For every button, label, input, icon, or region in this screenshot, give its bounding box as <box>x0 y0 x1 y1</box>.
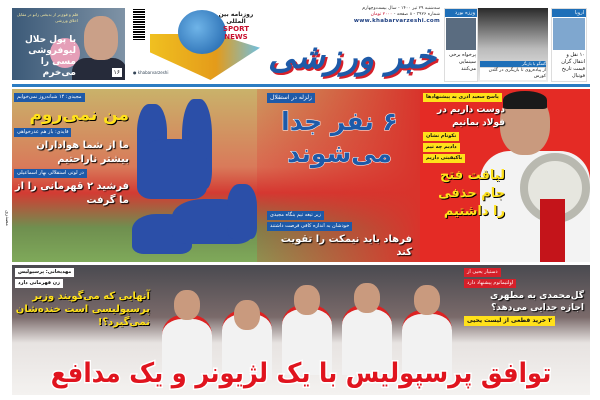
masthead-divider <box>12 84 590 87</box>
player-figure <box>137 139 207 199</box>
headline-hazfi-cup[interactable]: لیاقت فتح جام حذفی را داشتیم <box>438 168 505 219</box>
tag-subhead-2: خودشان به اندازه کافی فرصت داشتند <box>267 222 352 231</box>
box-photo <box>553 18 585 50</box>
box-photo <box>446 18 476 50</box>
top-box-actress[interactable] <box>478 8 548 82</box>
headline-farhad[interactable]: فرهاد باید نیمکت را تقویت کند <box>280 234 412 258</box>
promo-messi[interactable] <box>12 8 125 80</box>
player-face-image <box>84 16 118 60</box>
center-top <box>267 93 412 170</box>
promo-headline: با پول حلال لیوفروشی مسی را می‌خرم <box>25 35 76 78</box>
price: ۲۰۰۰ تومان <box>370 12 393 17</box>
tag-subhead-1: زیر تیغه تیم بنگاه مجیدی <box>267 211 324 220</box>
box-captions <box>480 61 546 80</box>
player-face <box>234 300 260 330</box>
box-label: اروپا <box>552 9 586 17</box>
social-handle: ● khabarvarzeshi <box>133 70 169 75</box>
foolad-story[interactable] <box>420 89 590 262</box>
esteghlal-column <box>14 93 129 208</box>
player-face <box>174 290 200 320</box>
main-headline-wrap <box>12 356 590 392</box>
tag-assistant-1: دستیار یحیی از <box>464 268 501 277</box>
website[interactable]: www.khabarvarzeshi.com <box>353 18 440 24</box>
headline-ghaedi[interactable]: ما از شما هواداران بیشتر ناراحتیم <box>36 140 129 165</box>
tag-mehdikhani-1: مهدیخانی: پرسپولیس <box>15 268 74 277</box>
social-text: khabarvarzeshi <box>137 70 169 75</box>
tag-earthquake: زلزله در استقلال <box>267 93 315 103</box>
player-face <box>414 285 440 315</box>
tag-nekounam-2: دادیم چه تیم <box>423 143 460 152</box>
esteghlal-story[interactable] <box>12 89 420 262</box>
persepolis-right-column <box>464 268 584 326</box>
box-caption: پرخواه برخی سینمایی می‌کنند <box>449 52 476 72</box>
coach-hair-image <box>503 91 547 109</box>
tag-yahya-list: ۲ خرید قطعی از لیست یحیی <box>464 316 555 326</box>
side-label: مصدری <box>4 210 10 226</box>
promo-page: ۱۶ <box>113 69 120 76</box>
center-story[interactable] <box>257 89 420 262</box>
box-caption: ۱۰ نقل و انتقال گران قیمت تاریخ فوتبال <box>561 52 585 79</box>
headline-motahari[interactable]: گل‌محمدی به مطهری اجازه جدایی می‌دهد؟ <box>489 291 584 313</box>
persepolis-left-column <box>15 268 150 329</box>
masthead-title: خبر ورزشی <box>268 37 436 77</box>
headline-six-leave[interactable]: ۶ نفر جدا می‌شوند <box>281 107 398 168</box>
dateline <box>292 6 440 24</box>
headline-foolad[interactable]: دوست داریم در فولاد بمانیم <box>437 105 505 128</box>
player-figure <box>227 184 257 239</box>
headline-farshid[interactable]: فرشید ۲ قهرمانی را از ما گرفت <box>14 181 129 206</box>
headline-majidi[interactable]: من نمی‌روم <box>29 105 129 125</box>
barcode <box>133 8 145 40</box>
player-face <box>294 285 320 315</box>
tag-mehdikhani-2: زن قهرمانی دارد <box>15 279 63 288</box>
center-column <box>267 93 412 259</box>
logo-subtitle <box>212 11 260 41</box>
trophy-ribbon <box>540 199 565 262</box>
subtitle-en: SPORT NEWS <box>223 25 249 41</box>
tag-ghaedi: قایدی: باز هم عذرخواهی <box>14 128 71 137</box>
tag-majidi: مجیدی: ۱۴ شبانه‌روز نمی‌خوابم <box>14 93 85 102</box>
tag-azari: پاسخ سعید اذری به پیشنهادها <box>423 93 502 102</box>
player-face <box>354 283 380 313</box>
issue-text: شماره ۳۹۲۶ - ۸ صفحه - <box>392 12 440 17</box>
top-box-europe[interactable] <box>551 8 587 82</box>
box-caption: از پیاده‌روی تا بازیگری در گلدن کورس <box>480 68 546 80</box>
box-label: ورزه بورد <box>445 9 477 17</box>
top-box-cinema[interactable] <box>444 8 478 82</box>
box-tag: گفتگو با بازیگر <box>480 61 546 67</box>
subtitle-fa: روزنامه بین المللی <box>218 11 254 25</box>
center-bottom <box>267 211 412 259</box>
tag-nekounam-1: نکونام نشان <box>423 132 459 141</box>
tag-farshid: در لوتی استقلالی بهار اسماعیلی <box>14 169 87 178</box>
headline-minister[interactable]: آنهایی که می‌گویند وزیر پرسپولیسی است خنده‌شان نمی‌گیرد؟! <box>15 291 150 328</box>
tag-nekounam-3: باکیفیتی داریم <box>423 154 465 163</box>
foolad-column <box>423 93 505 221</box>
tag-assistant-2: اولتیماتوم پیشنهاد دارد <box>464 279 516 288</box>
main-headline[interactable]: توافق پرسپولیس با یک لژیونر و یک مدافع <box>50 358 552 389</box>
date: سه‌شنبه ۲۹ تیر ۱۴۰۰ - سال بیست‌وچهارم <box>362 6 440 11</box>
promo-kicker: قلم و قوی‌تر از بدبختی زانو در مقابل اخلاق ورزشی <box>16 12 78 23</box>
persepolis-story[interactable] <box>12 265 590 395</box>
